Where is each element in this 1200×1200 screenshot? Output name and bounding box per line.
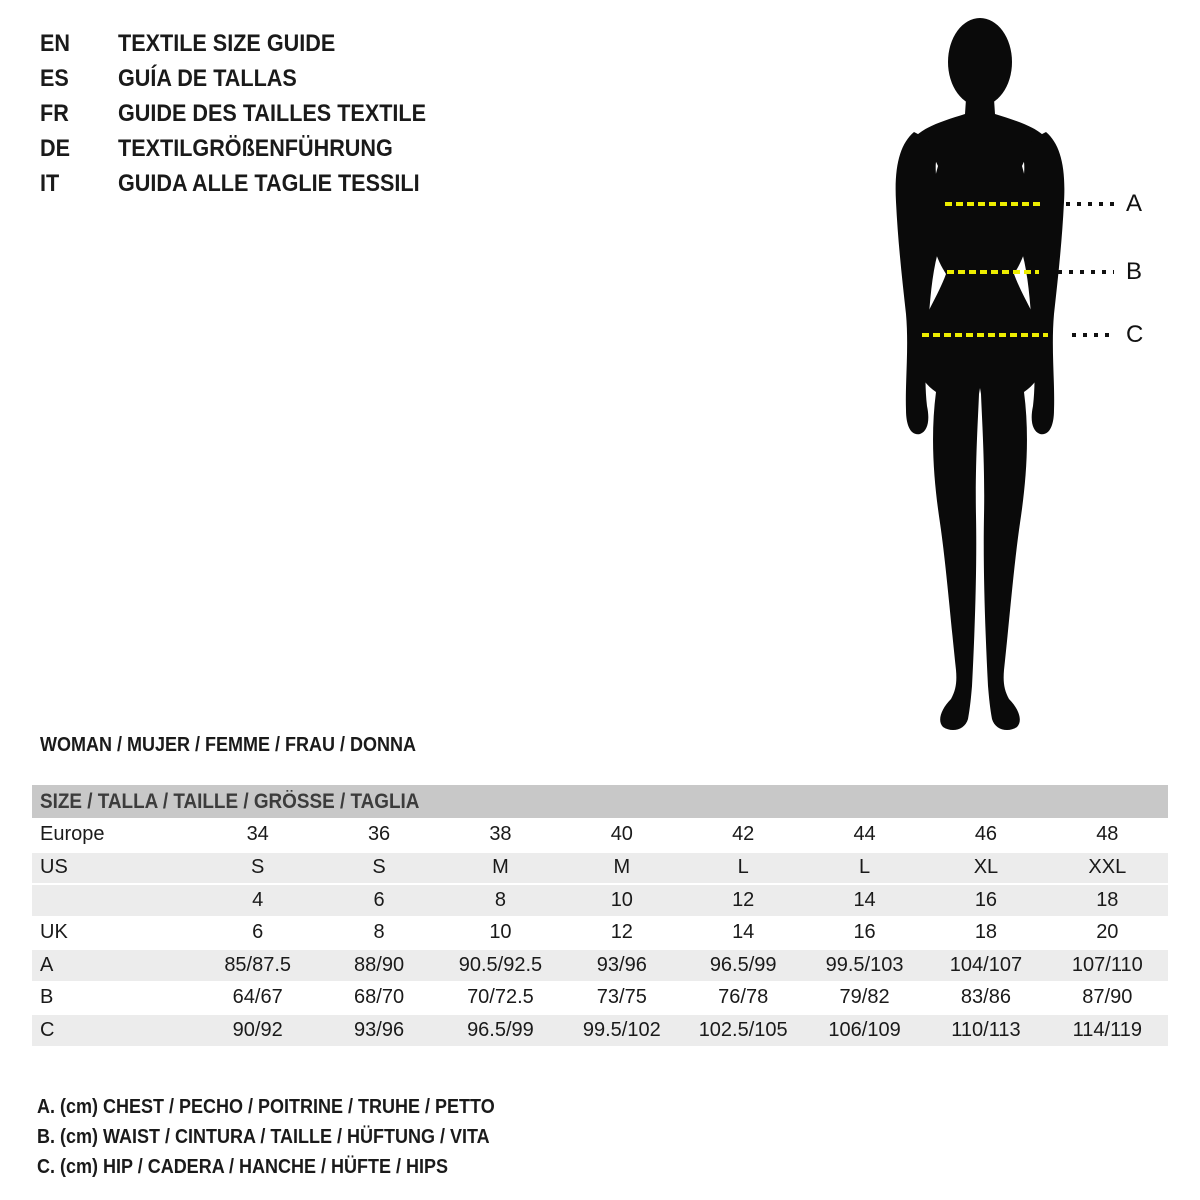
size-cell: 36: [367, 822, 391, 845]
size-cell: 76/78: [718, 986, 769, 1009]
woman-silhouette: [870, 8, 1100, 743]
table-row-europe: [32, 818, 1168, 851]
legend-text: C. (cm) HIP / CADERA / HANCHE / HÜFTE / HIPS: [37, 1156, 449, 1178]
size-cell: 99.5/102: [582, 1018, 661, 1041]
lang-row-en: [40, 26, 460, 61]
marker-label-c: C: [1126, 321, 1144, 348]
size-cell: 6: [252, 921, 264, 944]
size-cell: 48: [1096, 822, 1119, 845]
size-cell: 12: [610, 921, 633, 944]
size-cell: 10: [610, 888, 633, 911]
size-cell: L: [859, 856, 871, 879]
hip-leader-dots: [1072, 333, 1114, 337]
marker-label-b: B: [1126, 258, 1143, 285]
size-cell: 16: [853, 921, 876, 944]
size-cell: XXL: [1088, 856, 1127, 879]
size-cell: 64/67: [232, 986, 283, 1009]
size-cell: 90/92: [232, 1018, 283, 1041]
lang-row-fr: [40, 96, 460, 131]
size-cell: 38: [489, 822, 512, 845]
section-title-woman: [40, 734, 458, 757]
marker-label-a: A: [1126, 190, 1143, 217]
size-cell: 68/70: [354, 986, 405, 1009]
size-cell: 96.5/99: [709, 953, 777, 976]
lang-code: EN: [40, 29, 71, 57]
size-cell: 44: [853, 822, 876, 845]
size-cell: 106/109: [828, 1018, 901, 1041]
lang-row-es: [40, 61, 460, 96]
row-label: UK: [40, 921, 68, 944]
size-cell: 85/87.5: [224, 953, 292, 976]
size-table-header-text: SIZE / TALLA / TAILLE / GRÖSSE / TAGLIA: [40, 790, 420, 813]
size-cell: 14: [732, 921, 755, 944]
table-row-chest-a: [32, 948, 1168, 981]
size-cell: 46: [974, 822, 998, 845]
table-row-uk: [32, 916, 1168, 949]
size-cell: 4: [252, 888, 264, 911]
table-row-waist-b: [32, 981, 1168, 1014]
size-table-header: [32, 785, 1168, 818]
size-cell: 87/90: [1082, 986, 1133, 1009]
language-title-list: [40, 26, 460, 201]
size-cell: 12: [732, 888, 755, 911]
row-label: A: [40, 953, 54, 976]
size-cell: 83/86: [960, 986, 1011, 1009]
legend-line-chest: [37, 1092, 546, 1122]
row-label: Europe: [40, 822, 105, 845]
lang-code: DE: [40, 134, 71, 162]
size-cell: S: [251, 856, 265, 879]
size-cell: 110/113: [951, 1018, 1021, 1041]
size-cell: M: [613, 856, 631, 879]
row-label: C: [40, 1018, 55, 1041]
table-row-us: [32, 851, 1168, 884]
size-cell: 88/90: [354, 953, 405, 976]
section-title-text: WOMAN / MUJER / FEMME / FRAU / DONNA: [40, 734, 416, 756]
size-cell: 70/72.5: [467, 986, 534, 1009]
legend-text: A. (cm) CHEST / PECHO / POITRINE / TRUHE / PETTO: [37, 1096, 495, 1118]
size-cell: 73/75: [596, 986, 647, 1009]
size-cell: 18: [974, 921, 998, 944]
lang-title: TEXTILGRÖßENFÜHRUNG: [118, 134, 393, 162]
lang-title: GUIDA ALLE TAGLIE TESSILI: [118, 169, 420, 197]
lang-row-it: [40, 166, 460, 201]
legend-text: B. (cm) WAIST / CINTURA / TAILLE / HÜFTUNG / VITA: [37, 1126, 490, 1148]
size-cell: 20: [1096, 921, 1119, 944]
row-label: B: [40, 986, 54, 1009]
chest-leader-dots: [1066, 202, 1114, 206]
size-table: [32, 785, 1168, 1046]
size-cell: 90.5/92.5: [458, 953, 543, 976]
size-cell: 99.5/103: [825, 953, 904, 976]
size-cell: 93/96: [354, 1018, 405, 1041]
size-cell: 102.5/105: [698, 1018, 788, 1041]
legend-line-waist: [37, 1122, 546, 1152]
lang-code: ES: [40, 64, 69, 92]
hip-measure-line: [922, 333, 1048, 337]
table-row-us-numeric: [32, 883, 1168, 916]
size-cell: 16: [974, 888, 998, 911]
size-cell: 8: [373, 921, 385, 944]
size-cell: L: [737, 856, 749, 879]
lang-title: GUÍA DE TALLAS: [118, 64, 297, 92]
size-cell: 14: [853, 888, 876, 911]
size-cell: 114/119: [1072, 1018, 1142, 1041]
lang-row-de: [40, 131, 460, 166]
waist-leader-dots: [1058, 270, 1114, 274]
size-cell: 10: [489, 921, 512, 944]
lang-title: GUIDE DES TAILLES TEXTILE: [118, 99, 427, 127]
size-cell: M: [492, 856, 509, 879]
lang-code: FR: [40, 99, 69, 127]
lang-title: TEXTILE SIZE GUIDE: [118, 29, 336, 57]
measurement-legend: [37, 1092, 546, 1182]
size-cell: 104/107: [949, 953, 1023, 976]
waist-measure-line: [947, 270, 1039, 274]
size-cell: 93/96: [596, 953, 647, 976]
legend-line-hip: [37, 1152, 546, 1182]
chest-measure-line: [945, 202, 1041, 206]
size-cell: 6: [373, 888, 385, 911]
size-cell: 34: [246, 822, 269, 845]
size-cell: 18: [1096, 888, 1119, 911]
size-cell: 79/82: [839, 986, 890, 1009]
size-cell: 8: [494, 888, 506, 911]
size-cell: S: [372, 856, 386, 879]
lang-code: IT: [40, 169, 60, 197]
size-cell: 42: [732, 822, 755, 845]
size-cell: XL: [973, 856, 999, 879]
row-label: US: [40, 856, 68, 879]
size-cell: 107/110: [1071, 953, 1143, 976]
table-row-hip-c: [32, 1013, 1168, 1046]
size-cell: 40: [610, 822, 633, 845]
size-cell: 96.5/99: [467, 1018, 534, 1041]
